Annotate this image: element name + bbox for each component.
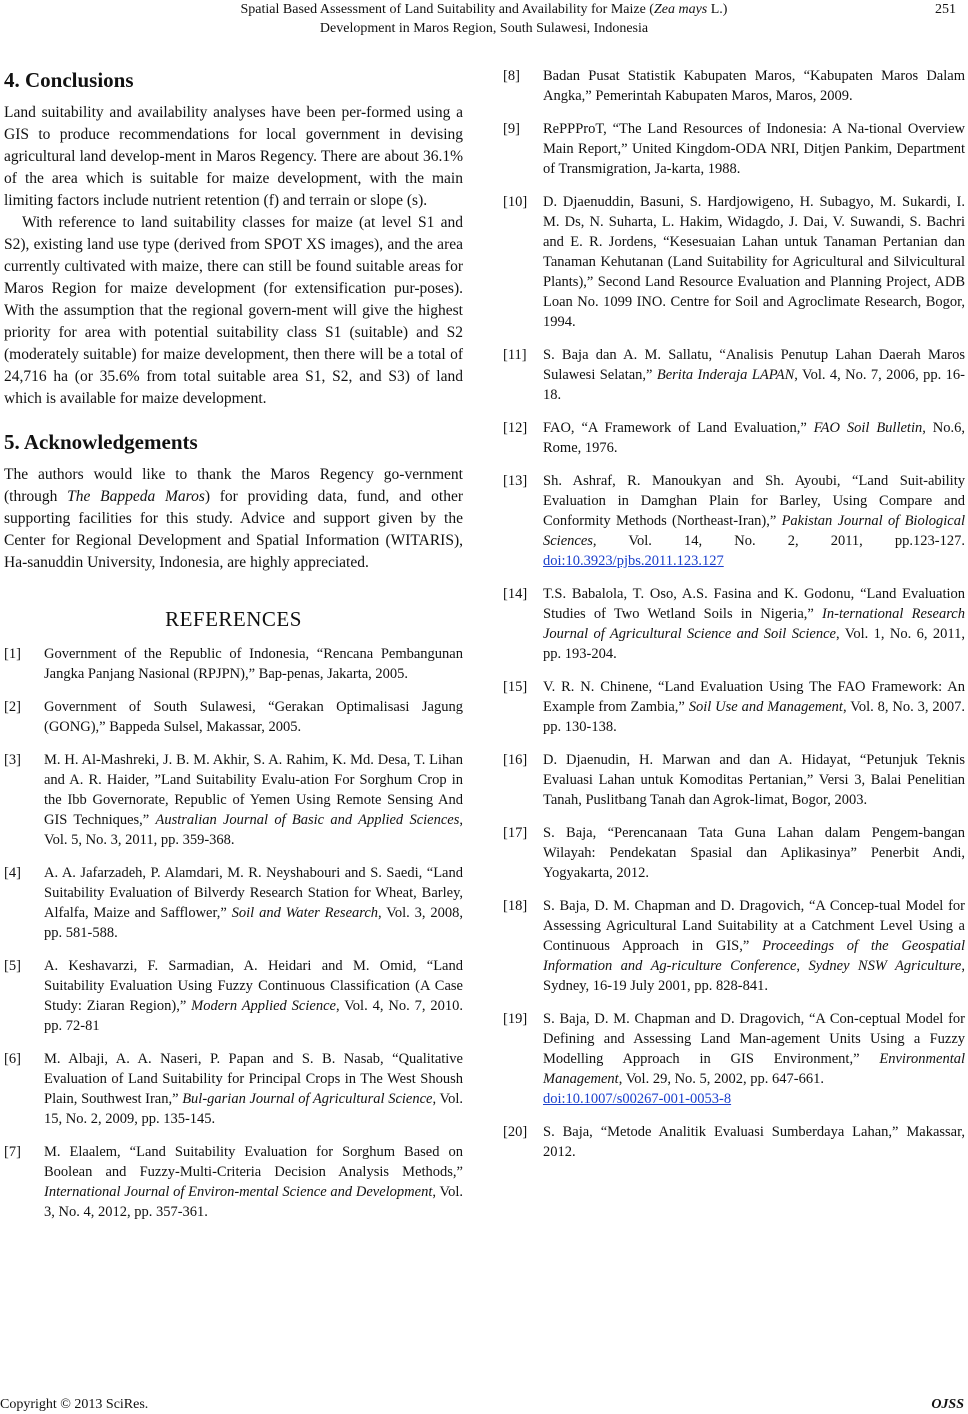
reference-number: [14] <box>503 586 528 602</box>
reference-number: [19] <box>503 1011 528 1027</box>
reference-text: S. Baja, “Metode Analitik Evaluasi Sumberdaya Lahan,” Makassar, 2012. <box>543 1124 965 1160</box>
reference-number: [15] <box>503 679 528 695</box>
reference-item <box>503 66 965 106</box>
reference-item <box>503 1009 965 1109</box>
reference-item <box>503 823 965 883</box>
reference-number: [6] <box>4 1051 21 1067</box>
copyright-notice: Copyright © 2013 SciRes. <box>0 1397 149 1412</box>
reference-number: [1] <box>4 646 21 662</box>
reference-number: [5] <box>4 958 21 974</box>
species-name: Zea mays <box>653 2 708 17</box>
reference-number: [9] <box>503 121 520 137</box>
reference-number: [2] <box>4 699 21 715</box>
reference-text: M. Elaalem, “Land Suitability Evaluation for Sorghum Based on Boolean and Fuzzy-Multi-Criteria Decision Analysis Methods,” International Journal of Environ-mental Science and Development, Vol. 3, No. 4, 2012, pp. 357-361. <box>44 1144 463 1220</box>
reference-text: Badan Pusat Statistik Kabupaten Maros, “Kabupaten Maros Dalam Angka,” Pemerintah Kabupaten Maros, Maros, 2009. <box>543 68 965 104</box>
running-header <box>0 0 968 44</box>
reference-text: T.S. Babalola, T. Oso, A.S. Fasina and K. Godonu, “Land Evaluation Studies of Two Wetland Soils in Nigeria,” In-ternational Research Journal of Agricultural Science and Soil Science, Vol. 1, No. 6, 2011, pp. 193-204. <box>543 586 965 662</box>
doi-link[interactable]: doi:10.1007/s00267-001-0053-8 <box>543 1091 732 1107</box>
reference-item <box>503 418 965 458</box>
page-number: 251 <box>935 2 956 17</box>
reference-item <box>4 644 463 684</box>
right-column <box>503 66 965 1366</box>
reference-number: [17] <box>503 825 528 841</box>
acknowledgements-heading: 5. Acknowledgements <box>4 430 198 454</box>
conclusions-paragraph-1: Land suitability and availability analyses have been per-formed using a GIS to produce recommendations for local government in devising agricultural land develop-ment in Maros Regency. There are about 36.1% of the area which is suitable for maize development, with the main limiting factors include nutrient retention (f) and terrain or slope (s). <box>4 104 463 209</box>
reference-item <box>503 192 965 332</box>
reference-item <box>503 345 965 405</box>
references-heading: REFERENCES <box>165 607 302 631</box>
left-column <box>4 66 463 1366</box>
reference-text: A. Keshavarzi, F. Sarmadian, A. Heidari and M. Omid, “Land Suitability Evaluation Using Fuzzy Continuous Classification (A Case Study: Ziaran Region),” Modern Applied Science, Vol. 4, No. 7, 2010. pp. 72-81 <box>44 958 463 1034</box>
reference-item <box>503 119 965 179</box>
reference-item <box>503 677 965 737</box>
reference-number: [16] <box>503 752 528 768</box>
reference-text: Government of the Republic of Indonesia, “Rencana Pembangunan Jangka Panjang Nasional (RPJPN),” Bap-penas, Jakarta, 2005. <box>44 646 463 682</box>
reference-item <box>503 896 965 996</box>
running-header-line-2: Development in Maros Region, South Sulawesi, Indonesia <box>319 21 649 36</box>
reference-text: S. Baja, D. M. Chapman and D. Dragovich, “A Con-ceptual Model for Defining and Assessing Land Man-agement Units Using a Fuzzy Modelling Approach in GIS Environment,” Environmental Management, Vol. 29, No. 5, 2002, pp. 647-661. doi:10.1007/s00267-001-0053-8 <box>543 1011 965 1107</box>
reference-item <box>4 1142 463 1222</box>
page-footer <box>0 1396 968 1414</box>
reference-item <box>4 1049 463 1129</box>
journal-abbreviation: OJSS <box>931 1397 964 1412</box>
reference-item <box>503 1122 965 1162</box>
reference-text: M. Albaji, A. A. Naseri, P. Papan and S. B. Nasab, “Qualitative Evaluation of Land Suitability for Principal Crops in The West Shoush Plain, Southwest Iran,” Bul-garian Journal of Agricultural Science, Vol. 15, No. 2, 2009, pp. 135-145. <box>44 1051 463 1127</box>
reference-item <box>4 750 463 850</box>
conclusions-paragraph-2: With reference to land suitability classes for maize (at level S1 and S2), existing land use type (derived from SPOT XS images), and the area currently cultivated with maize, there can still be found suitable areas for Maros Region for maize development (for extensification pur-poses). With the assumption that the regional govern-ment will give the highest priority for area with potential suitability class S1 (suitable) and S2 (moderately suitable) for maize development, then there will be a total of 24,716 ha (or 35.6% from total suitable area S1, S2, and S3) of land which is available for maize development. <box>4 214 463 407</box>
reference-number: [4] <box>4 865 21 881</box>
reference-number: [11] <box>503 347 527 363</box>
reference-item <box>503 471 965 571</box>
reference-text: D. Djaenudin, H. Marwan and dan A. Hidayat, “Petunjuk Teknis Evaluasi Lahan untuk Komoditas Pertanian,” Versi 3, Balai Penelitian Tanah, Puslitbang Tanah dan Agrok-limat, Bogor, 2003. <box>543 752 965 808</box>
reference-text: Sh. Ashraf, R. Manoukyan and Sh. Ayoubi, “Land Suit-ability Evaluation in Damghan Plain for Barley, Using Compare and Conformity Methods (Northeast-Iran),” Pakistan Journal of Biological Sciences, Vol. 14, No. 2, 2011, pp.123-127. doi:10.3923/pjbs.2011.123.127 <box>543 473 965 569</box>
doi-link[interactable]: doi:10.3923/pjbs.2011.123.127 <box>543 553 724 569</box>
reference-text: S. Baja dan A. M. Sallatu, “Analisis Penutup Lahan Daerah Maros Sulawesi Selatan,” Berita Inderaja LAPAN, Vol. 4, No. 7, 2006, pp. 16-18. <box>543 347 965 403</box>
reference-number: [3] <box>4 752 21 768</box>
reference-number: [8] <box>503 68 520 84</box>
reference-number: [7] <box>4 1144 21 1160</box>
conclusions-heading: 4. Conclusions <box>4 68 134 92</box>
reference-item <box>4 863 463 943</box>
reference-text: FAO, “A Framework of Land Evaluation,” FAO Soil Bulletin, No.6, Rome, 1976. <box>543 420 965 456</box>
reference-item <box>4 956 463 1036</box>
reference-text: V. R. N. Chinene, “Land Evaluation Using The FAO Framework: An Example from Zambia,” Soil Use and Management, Vol. 8, No. 3, 2007. pp. 130-138. <box>543 679 965 735</box>
reference-text: A. A. Jafarzadeh, P. Alamdari, M. R. Neyshabouri and S. Saedi, “Land Suitability Evaluation of Bilverdy Research Station for Wheat, Barley, Alfalfa, Maize and Safflower,” Soil and Water Research, Vol. 3, 2008, pp. 581-588. <box>44 865 463 941</box>
reference-text: Government of South Sulawesi, “Gerakan Optimalisasi Jagung (GONG),” Bappeda Sulsel, Makassar, 2005. <box>44 699 463 735</box>
reference-item <box>503 584 965 664</box>
reference-text: S. Baja, “Perencanaan Tata Guna Lahan dalam Pengem-bangan Wilayah: Pendekatan Spasial dan Aplikasinya” Penerbit Andi, Yogyakarta, 2012. <box>543 825 965 881</box>
reference-list-right <box>503 66 965 1162</box>
reference-number: [12] <box>503 420 528 436</box>
reference-text: M. H. Al-Mashreki, J. B. M. Akhir, S. A. Rahim, K. Md. Desa, T. Lihan and A. R. Haider, ”Land Suitability Evalu-ation For Sorghum Crop in the Ibb Governorate, Republic of Yemen Using Remote Sensing And GIS Techniques,” Australian Journal of Basic and Applied Sciences, Vol. 5, No. 3, 2011, pp. 359-368. <box>44 752 463 848</box>
acknowledgements-paragraph: The authors would like to thank the Maros Regency go-vernment (through The Bappeda Maros) for providing data, fund, and other supporting facilities for this study. Advice and support given by the Center for Regional Development and Spatial Information (WITARIS), Ha-sanuddin University, Indonesia, are highly appreciated. <box>4 466 464 571</box>
reference-list-left <box>4 644 463 1222</box>
reference-text: S. Baja, D. M. Chapman and D. Dragovich, “A Concep-tual Model for Assessing Agricultural Land Suitability at a Catchment Level Using a Continuous Approach in GIS,” Proceedings of the Geospatial Information and Ag-riculture Conference, Sydney NSW Agriculture, Sydney, 16-19 July 2001, pp. 828-841. <box>543 898 965 994</box>
reference-number: [18] <box>503 898 528 914</box>
reference-item <box>4 697 463 737</box>
running-header-line-1: Spatial Based Assessment of Land Suitability and Availability for Maize (Zea mays L.) <box>240 2 728 17</box>
reference-number: [13] <box>503 473 528 489</box>
reference-item <box>503 750 965 810</box>
reference-number: [10] <box>503 194 528 210</box>
reference-text: D. Djaenuddin, Basuni, S. Hardjowigeno, H. Subagyo, M. Sukardi, I. M. Ds, N. Suharta, L. Hakim, Widagdo, J. Dai, V. Suwandi, S. Bachri and E. R. Jordens, “Kesesuaian Lahan untuk Tanaman Pertanian dan Tanaman Kehutanan (Land Suitability for Agricultural and Silvicultural Plants),” Second Land Resource Evaluation and Planning Project, ADB Loan No. 1099 INO. Centre for Soil and Agroclimate Research, Bogor, 1994. <box>543 194 965 330</box>
reference-number: [20] <box>503 1124 528 1140</box>
reference-text: RePPProT, “The Land Resources of Indonesia: A Na-tional Overview Main Report,” United Kingdom-ODA NRI, Ditjen Pankim, Department of Transmigration, Ja-karta, 1988. <box>543 121 965 177</box>
